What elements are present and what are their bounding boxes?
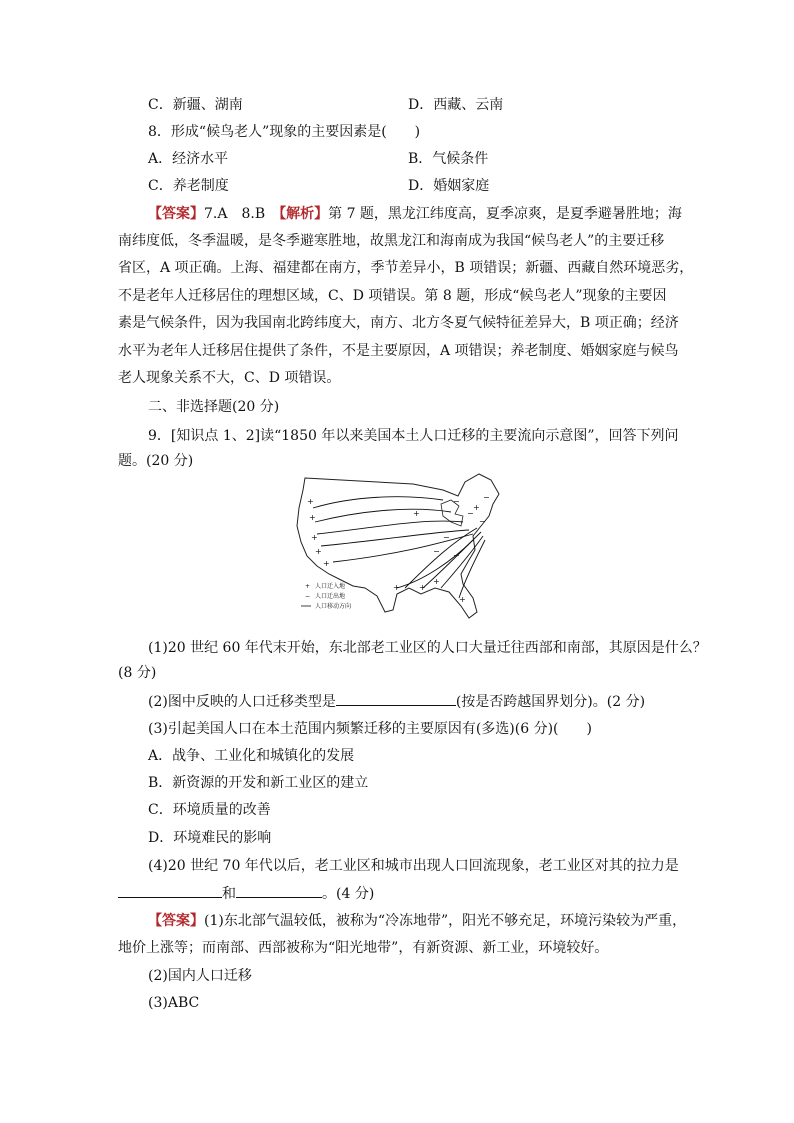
svg-text:+: + [323,559,330,568]
analysis-line: 水平为老年人迁移居住提供了条件，不是主要原因，A 项错误；养老制度、婚姻家庭与候鸟 [118,343,679,359]
svg-text:−: − [433,547,440,556]
q8-option-a: A．经济水平 [148,151,229,167]
svg-text:+: + [305,583,311,590]
answer9-line3: (2)国内人口迁移 [148,968,252,984]
q9-sub2 [148,691,645,712]
svg-text:+: + [473,503,480,512]
q9-sub3-option-a: A．战争、工业化和城镇化的发展 [148,748,355,764]
svg-text:−: − [305,593,311,600]
answer-tag: 【答案】 [148,206,204,222]
svg-text:−: − [483,493,490,502]
legend-in-label: 人口迁入地 [315,583,346,590]
svg-text:+: + [419,583,426,592]
svg-text:+: + [459,595,466,604]
analysis-line: 素是气候条件，因为我国南北跨纬度大，南方、北方冬夏气候特征差异大，B 项正确；经济 [118,315,679,331]
analysis-line: 省区，A 项正确。上海、福建都在南方，季节差异小，B 项错误；新疆、西藏自然环境恶劣， [118,260,694,276]
answer9-text: (1)东北部气温较低，被称为“冷冻地带”，阳光不够充足，环境污染较为严重， [204,913,687,929]
answer9-line1 [148,911,686,931]
answer-blank[interactable] [118,883,222,898]
analysis-line: 不是老年人迁移居住的理想区域，C、D 项错误。第 8 题，形成“候鸟老人”现象的主要因 [118,288,667,304]
analysis-line: 老人现象关系不大，C、D 项错误。 [118,370,341,386]
legend-out-label: 人口迁出地 [315,593,346,600]
svg-text:−: − [467,509,474,518]
analysis-line: 第 7 题，黑龙江纬度高，夏季凉爽，是夏季避暑胜地；海 [328,206,682,222]
svg-text:+: + [307,497,314,506]
svg-text:+: + [433,577,440,586]
section-heading: 二、非选择题(20 分) [148,399,280,415]
svg-text:+: + [413,509,420,518]
q8-option-c: C．养老制度 [148,178,229,194]
q9-sub3: (3)引起美国人口在本土范围内频繁迁移的主要原因有(多选)(6 分)( ) [148,721,592,737]
q9-sub4: (4)20 世纪 70 年代以后，老工业区和城市出现人口回流现象，老工业区对其的拉力是 [148,858,679,874]
q9-sub2-prefix: (2)图中反映的人口迁移类型是 [148,694,336,710]
svg-text:+: + [315,547,322,556]
svg-text:+: + [393,583,400,592]
svg-text:+: + [311,533,318,542]
svg-text:+: + [309,513,316,522]
q9-sub3-option-c: C．环境质量的改善 [148,802,271,818]
svg-text:−: − [443,533,450,542]
answer9-line2: 地价上涨等；而南部、西部被称为“阳光地带”，有新资源、新工业，环境较好。 [118,940,609,956]
q7-option-d: D．西藏、云南 [408,97,504,113]
legend-dir-label: 人口移动方向 [315,603,352,610]
answer78-answers: 7.A 8.B [204,206,280,222]
q9-sub3-option-b: B．新资源的开发和新工业区的建立 [148,775,369,791]
us-migration-map [293,470,511,628]
map-legend [301,582,351,610]
answer-blank[interactable] [236,883,322,898]
q9-sub3-option-d: D．环境难民的影响 [148,830,272,846]
q9-sub1-cont: (8 分) [118,665,157,681]
q8-option-d: D．婚姻家庭 [408,178,490,194]
q8-option-b: B．气候条件 [408,151,489,167]
q7-option-c: C．新疆、湖南 [148,97,243,113]
answer-blank[interactable] [336,691,456,706]
q9-sub4-cont [118,883,374,904]
q8-stem: 8．形成“候鸟老人”现象的主要因素是( ) [148,124,421,140]
svg-text:−: − [479,517,486,526]
q9-sub4-end: 。(4 分) [322,886,375,902]
answer9-line4: (3)ABC [148,995,200,1011]
q9-stem: 9．[知识点 1、2]读“1850 年以来美国本土人口迁移的主要流向示意图”，回答下列问 [148,428,679,444]
q9-sub1: (1)20 世纪 60 年代末开始，东北部老工业区的人口大量迁往西部和南部，其原因是什么？ [148,640,707,656]
svg-text:−: − [453,497,460,506]
q9-sub4-and: 和 [222,886,236,902]
q9-stem-cont: 题。(20 分) [118,453,194,469]
answer78-first-line [148,204,682,224]
answer-tag: 【答案】 [148,913,204,929]
q9-sub2-suffix: (按是否跨越国界划分)。(2 分) [455,694,646,710]
analysis-line: 南纬度低，冬季温暖，是冬季避寒胜地，故黑龙江和海南成为我国“候鸟老人”的主要迁移 [118,233,665,249]
analysis-tag: 【解析】 [279,206,329,222]
svg-text:−: − [453,551,460,560]
